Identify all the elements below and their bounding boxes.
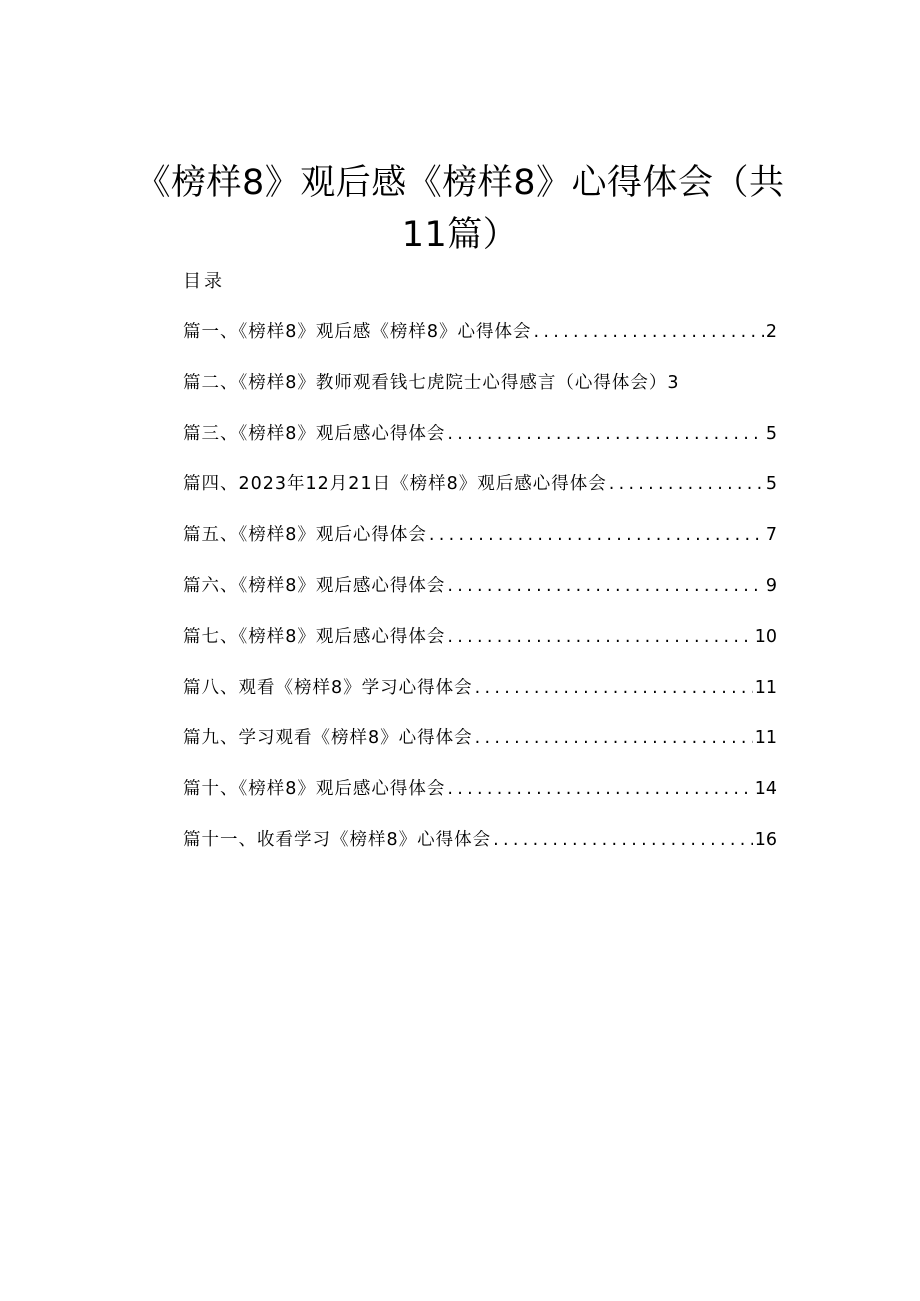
toc-entry-2[interactable] xyxy=(183,371,777,395)
toc-page-number: 10 xyxy=(754,626,777,647)
toc-dot-leader xyxy=(447,422,763,446)
toc-entry-label: 篇九、学习观看《榜样8》心得体会 xyxy=(183,728,473,749)
toc-dot-leader xyxy=(475,726,753,750)
toc-dot-leader xyxy=(429,523,764,547)
toc-entry-label: 篇八、观看《榜样8》学习心得体会 xyxy=(183,677,473,698)
toc-entry-label: 篇十、《榜样8》观后感心得体会 xyxy=(183,779,446,800)
toc-page-number: 2 xyxy=(765,322,777,342)
toc-entry-10[interactable] xyxy=(183,777,777,801)
toc-entry-5[interactable] xyxy=(183,523,777,547)
title-line-1: 《榜样8》观后感《榜样8》心得体会（共 xyxy=(135,163,785,204)
toc-entry-11[interactable] xyxy=(183,828,777,852)
title-line-2: 11篇） xyxy=(401,215,519,256)
table-of-contents xyxy=(183,320,777,879)
document-title xyxy=(120,157,800,261)
toc-entry-6[interactable] xyxy=(183,574,777,598)
toc-entry-label: 篇十一、收看学习《榜样8》心得体会 xyxy=(183,829,492,850)
toc-entry-label: 篇六、《榜样8》观后感心得体会 xyxy=(183,575,446,596)
toc-entry-label: 篇七、《榜样8》观后感心得体会 xyxy=(183,626,446,647)
toc-entry-label: 篇四、2023年12月21日《榜样8》观后感心得体会 xyxy=(183,474,607,495)
toc-dot-leader xyxy=(534,320,764,344)
toc-entry-label: 篇一、《榜样8》观后感《榜样8》心得体会 xyxy=(183,322,532,342)
toc-entry-label: 篇二、《榜样8》教师观看钱七虎院士心得感言（心得体会） xyxy=(183,372,668,393)
toc-dot-leader xyxy=(447,777,752,801)
toc-entry-7[interactable] xyxy=(183,625,777,649)
toc-dot-leader xyxy=(475,676,753,700)
toc-entry-1[interactable] xyxy=(183,320,777,344)
toc-page-number: 3 xyxy=(667,372,679,393)
toc-entry-9[interactable] xyxy=(183,726,777,750)
toc-page-number: 14 xyxy=(754,779,777,800)
toc-entry-3[interactable] xyxy=(183,422,777,446)
toc-heading: 目录 xyxy=(183,271,225,292)
toc-page-number: 5 xyxy=(765,423,777,444)
toc-page-number: 9 xyxy=(765,575,777,596)
toc-entry-4[interactable] xyxy=(183,472,777,496)
toc-dot-leader xyxy=(447,625,752,649)
toc-page-number: 11 xyxy=(754,728,777,749)
toc-entry-8[interactable] xyxy=(183,676,777,700)
toc-page-number: 16 xyxy=(754,829,777,850)
toc-dot-leader xyxy=(609,472,764,496)
toc-page-number: 5 xyxy=(765,474,777,495)
toc-entry-label: 篇五、《榜样8》观后心得体会 xyxy=(183,525,427,546)
toc-page-number: 11 xyxy=(754,677,777,698)
toc-dot-leader xyxy=(447,574,763,598)
toc-page-number: 7 xyxy=(765,525,777,546)
toc-dot-leader xyxy=(493,828,753,852)
toc-entry-label: 篇三、《榜样8》观后感心得体会 xyxy=(183,423,446,444)
